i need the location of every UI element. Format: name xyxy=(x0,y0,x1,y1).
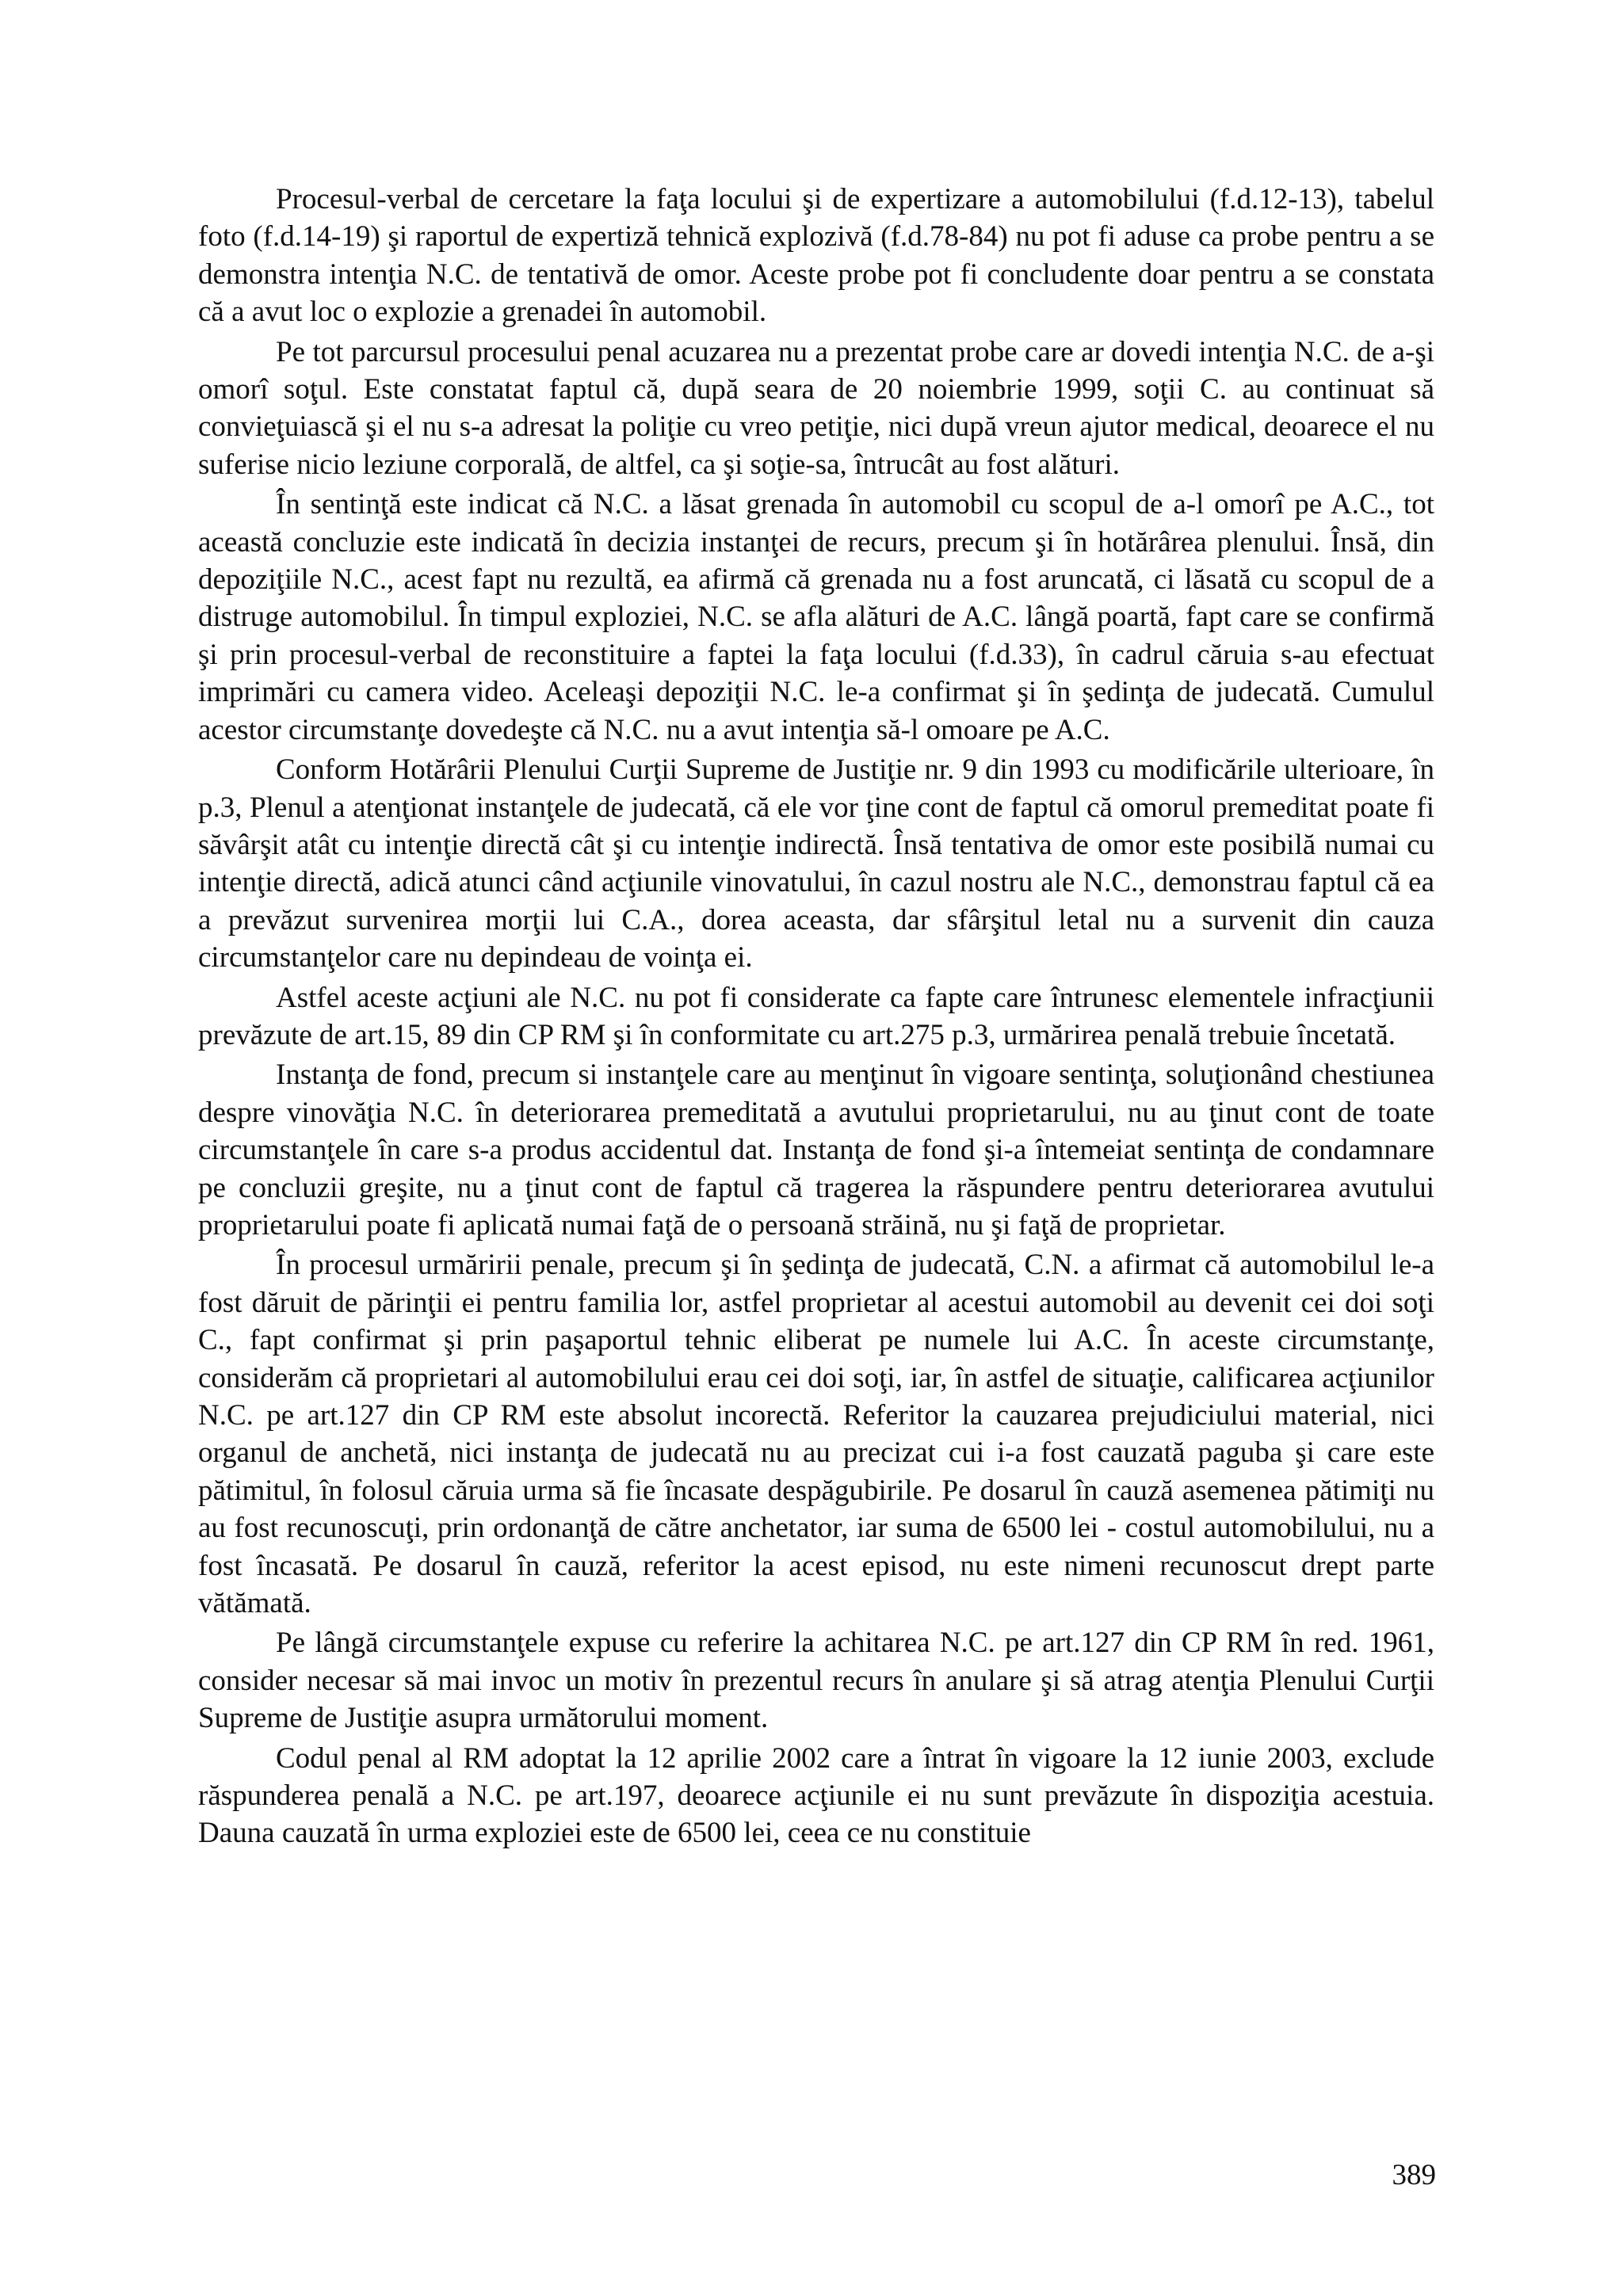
paragraph-5: Astfel aceste acţiuni ale N.C. nu pot fi considerate ca fapte care întrunesc elementele infracţiunii prevăzute de art.15, 89 din CP RM şi în conformitate cu art.275 p.3, urmărirea penală trebuie încetată. xyxy=(198,981,1434,1051)
paragraph-6: Instanţa de fond, precum si instanţele care au menţinut în vigoare sentinţa, soluţionând chestiunea despre vinovăţia N.C. în deteriorarea premeditată a avutului proprietarului, nu au ţinut cont de toate circumstanţele în care s-a produs accidentul dat. Instanţa de fond şi-a întemeiat sentinţa de condamnare pe concluzii greşite, nu a ţinut cont de faptul că tragerea la răspundere pentru deteriorarea avutului proprietarului poate fi aplicată numai faţă de o persoană străină, nu şi faţă de proprietar. xyxy=(198,1058,1434,1241)
paragraph-9: Codul penal al RM adoptat la 12 aprilie 2002 care a întrat în vigoare la 12 iunie 2003, exclude răspunderea penală a N.C. pe art.197, deoarece acţiunile ei nu sunt prevăzute în dispoziţia acestuia. Dauna cauzată în urma exploziei este de 6500 lei, ceea ce nu constituie xyxy=(198,1741,1434,1850)
document-body xyxy=(198,181,1434,1855)
page-number: 389 xyxy=(1392,2159,1436,2191)
paragraph-8: Pe lângă circumstanţele expuse cu referire la achitarea N.C. pe art.127 din CP RM în red. 1961, consider necesar să mai invoc un motiv în prezentul recurs în anulare şi să atrag atenţia Plenului Curţii Supreme de Justiţie asupra următorului moment. xyxy=(198,1627,1434,1735)
paragraph-2: Pe tot parcursul procesului penal acuzarea nu a prezentat probe care ar dovedi intenţia N.C. de a-şi omorî soţul. Este constatat faptul că, după seara de 20 noiembrie 1999, soţii C. au continuat să convieţuiască şi el nu s-a adresat la poliţie cu vreo petiţie, nici după vreun ajutor medical, deoarece el nu suferise nicio leziune corporală, de altfel, ca şi soţie-sa, întrucât au fost alături. xyxy=(198,335,1434,481)
paragraph-1: Procesul-verbal de cercetare la faţa locului şi de expertizare a automobilului (f.d.12-13), tabelul foto (f.d.14-19) şi raportul de expertiză tehnică explozivă (f.d.78-84) nu pot fi aduse ca probe pentru a se demonstra intenţia N.C. de tentativă de omor. Aceste probe pot fi concludente doar pentru a se constata că a avut loc o explozie a grenadei în automobil. xyxy=(198,183,1434,329)
paragraph-4: Conform Hotărârii Plenului Curţii Supreme de Justiţie nr. 9 din 1993 cu modificările ulterioare, în p.3, Plenul a atenţionat instanţele de judecată, că ele vor ţine cont de faptul că omorul premeditat poate fi săvârşit atât cu intenţie directă cât şi cu intenţie indirectă. Însă tentativa de omor este posibilă numai cu intenţie directă, adică atunci când acţiunile vinovatului, în cazul nostru ale N.C., demonstrau faptul că ea a prevăzut survenirea morţii lui C.A., dorea aceasta, dar sfârşitul letal nu a survenit din cauza circumstanţelor care nu depindeau de voinţa ei. xyxy=(198,753,1434,974)
paragraph-3: În sentinţă este indicat că N.C. a lăsat grenada în automobil cu scopul de a-l omorî pe A.C., tot această concluzie este indicată în decizia instanţei de recurs, precum şi în hotărârea plenului. Însă, din depoziţiile N.C., acest fapt nu rezultă, ea afirmă că grenada nu a fost aruncată, ci lăsată cu scopul de a distruge automobilul. În timpul exploziei, N.C. se afla alături de A.C. lângă poartă, fapt care se confirmă şi prin procesul-verbal de reconstituire a faptei la faţa locului (f.d.33), în cadrul căruia s-au efectuat imprimări cu camera video. Aceleaşi depoziţii N.C. le-a confirmat şi în şedinţa de judecată. Cumulul acestor circumstanţe dovedeşte că N.C. nu a avut intenţia să-l omoare pe A.C. xyxy=(198,488,1434,746)
paragraph-7: În procesul urmăririi penale, precum şi în şedinţa de judecată, C.N. a afirmat că automobilul le-a fost dăruit de părinţii ei pentru familia lor, astfel proprietar al acestui automobil au devenit cei doi soţi C., fapt confirmat şi prin paşaportul tehnic eliberat pe numele lui A.C. În aceste circumstanţe, considerăm că proprietari al automobilului erau cei doi soţi, iar, în astfel de situaţie, calificarea acţiunilor N.C. pe art.127 din CP RM este absolut incorectă. Referitor la cauzarea prejudiciului material, nici organul de anchetă, nici instanţa de judecată nu au precizat cui i-a fost cauzată paguba şi care este pătimitul, în folosul căruia urma să fie încasate despăgubirile. Pe dosarul în cauză asemenea pătimiţi nu au fost recunoscuţi, prin ordonanţă de către anchetator, iar suma de 6500 lei - costul automobilului, nu a fost încasată. Pe dosarul în cauză, referitor la acest episod, nu este nimeni recunoscut drept parte vătămată. xyxy=(198,1249,1434,1620)
